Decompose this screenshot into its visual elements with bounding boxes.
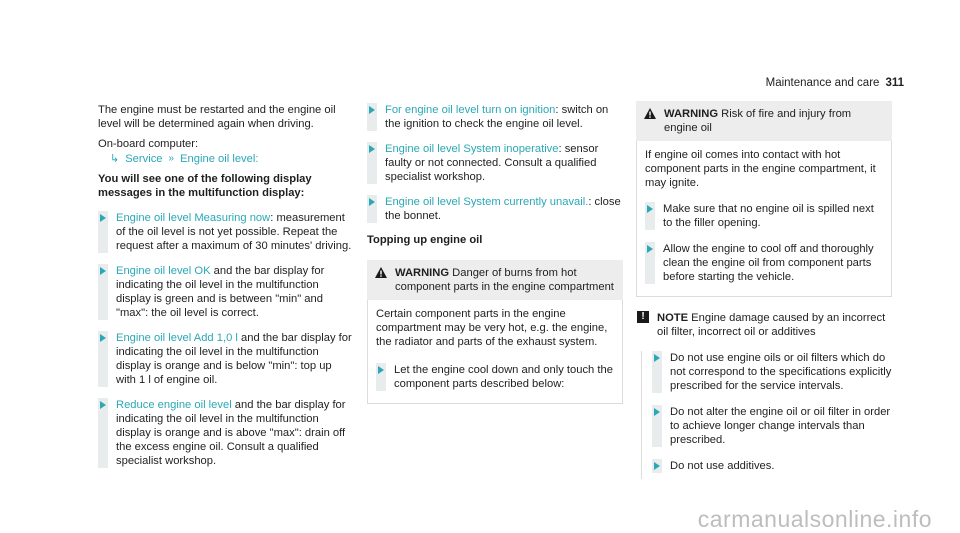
play-arrow-icon <box>369 198 375 206</box>
display-message: Engine oil level System currently unavail. <box>385 196 589 208</box>
bullet-bar <box>652 459 662 473</box>
list-item <box>98 264 354 320</box>
item-text: Do not use engine oils or oil filters which do not correspond to the specifications explicitly prescribed for the service intervals. <box>670 352 892 392</box>
exclamation-icon: ! <box>637 311 649 323</box>
column-1 <box>98 103 354 468</box>
onboard-label: On-board computer: <box>98 138 199 150</box>
double-chevron-icon: » <box>168 153 175 164</box>
menu-path <box>98 152 354 166</box>
play-arrow-icon <box>369 106 375 114</box>
list-item <box>367 103 623 131</box>
warning-text: If engine oil comes into contact with hot component parts in the engine compartment, it may ignite. <box>645 149 876 189</box>
list-item <box>645 242 883 284</box>
display-message: Engine oil level OK <box>116 265 211 277</box>
bullet-bar <box>98 264 108 320</box>
list-item <box>652 405 892 447</box>
warning-title: Risk of fire and injury from engine oil <box>664 108 852 134</box>
display-message: Engine oil level System inoperative <box>385 143 559 155</box>
bullet-bar <box>367 142 377 184</box>
item-text: : close the bonnet. <box>385 196 621 222</box>
bullet-bar <box>645 242 655 284</box>
note-header <box>636 311 892 339</box>
item-text: : sensor faulty or not connected. Consult a qualified specialist workshop. <box>385 143 599 183</box>
warning-title: Danger of burns from hot component parts in the engine compartment <box>395 267 614 293</box>
note-label: NOTE <box>657 312 689 324</box>
page-header <box>766 76 904 90</box>
column-2 <box>367 103 623 404</box>
item-text: Let the engine cool down and only touch the component parts described below: <box>394 364 613 390</box>
return-arrow-icon: ↳ <box>110 153 120 165</box>
item-text: Do not use additives. <box>670 460 775 472</box>
bullet-bar <box>98 331 108 387</box>
warning-label: WARNING <box>395 267 450 279</box>
item-text: and the bar display for indicating the oil level in the multifunction display is green and is between "min" and "max": the oil level is correct. <box>116 265 325 319</box>
section-heading: You will see one of the following display messages in the multifunction display: <box>98 173 312 199</box>
list-item <box>652 459 892 473</box>
column-3 <box>636 101 892 479</box>
item-text: Allow the engine to cool off and thoroughly clean the engine oil from component parts before starting the vehicle. <box>663 243 874 283</box>
bullet-bar <box>652 351 662 393</box>
note-body <box>641 351 892 479</box>
intro-text: The engine must be restarted and the engine oil level will be determined again when driving. <box>98 104 336 130</box>
play-arrow-icon <box>654 462 660 470</box>
warning-box <box>367 260 623 404</box>
play-arrow-icon <box>647 245 653 253</box>
item-text: : measurement of the oil level is not yet possible. Repeat the request after a maximum of 30 minutes' driving. <box>116 212 352 252</box>
warning-header <box>636 101 892 141</box>
bullet-bar <box>98 211 108 253</box>
item-text: and the bar display for indicating the oil level in the multifunction display is orange and is below "min": top up with 1 l of engine oil. <box>116 332 352 386</box>
warning-header <box>367 260 623 300</box>
list-item <box>376 363 614 391</box>
bullet-bar <box>367 195 377 223</box>
list-item <box>98 398 354 468</box>
bullet-bar <box>367 103 377 131</box>
play-arrow-icon <box>654 354 660 362</box>
page-number: 311 <box>885 77 904 89</box>
item-text: : switch on the ignition to check the engine oil level. <box>385 104 609 130</box>
watermark: carmanualsonline.info <box>697 506 932 532</box>
play-arrow-icon <box>369 145 375 153</box>
bullet-bar <box>652 405 662 447</box>
play-arrow-icon <box>100 214 106 222</box>
display-message: Reduce engine oil level <box>116 399 232 411</box>
warning-label: WARNING <box>664 108 719 120</box>
warning-box <box>636 101 892 297</box>
play-arrow-icon <box>647 205 653 213</box>
play-arrow-icon <box>100 401 106 409</box>
bullet-bar <box>376 363 386 391</box>
section-heading: Topping up engine oil <box>367 234 483 246</box>
bullet-bar <box>98 398 108 468</box>
section-title: Maintenance and care <box>765 77 880 89</box>
item-text: and the bar display for indicating the oil level in the multifunction display is orange and is above "max": drain off the excess engine oil. Consult a qualified specialist workshop. <box>116 399 346 467</box>
warning-triangle-icon <box>375 266 389 294</box>
warning-triangle-icon <box>644 107 658 135</box>
item-text: Do not alter the engine oil or oil filter in order to achieve longer change intervals than prescribed. <box>670 406 891 446</box>
list-item <box>652 351 892 393</box>
menu-path-service[interactable]: Service <box>125 153 163 165</box>
list-item <box>98 211 354 253</box>
play-arrow-icon <box>100 334 106 342</box>
warning-body <box>367 300 623 404</box>
display-message: Engine oil level Measuring now <box>116 212 271 224</box>
warning-text: Certain component parts in the engine compartment may be very hot, e.g. the engine, the radiator and parts of the exhaust system. <box>376 308 608 348</box>
list-item <box>367 195 623 223</box>
list-item <box>645 202 883 230</box>
play-arrow-icon <box>378 366 384 374</box>
warning-body <box>636 141 892 297</box>
menu-path-item[interactable]: Engine oil level: <box>180 153 259 165</box>
note-title: Engine damage caused by an incorrect oil filter, incorrect oil or additives <box>657 312 886 338</box>
play-arrow-icon <box>654 408 660 416</box>
play-arrow-icon <box>100 267 106 275</box>
display-message: For engine oil level turn on ignition <box>385 104 556 116</box>
list-item <box>98 331 354 387</box>
item-text: Make sure that no engine oil is spilled next to the filler opening. <box>663 203 874 229</box>
list-item <box>367 142 623 184</box>
bullet-bar <box>645 202 655 230</box>
display-message: Engine oil level Add 1,0 l <box>116 332 238 344</box>
